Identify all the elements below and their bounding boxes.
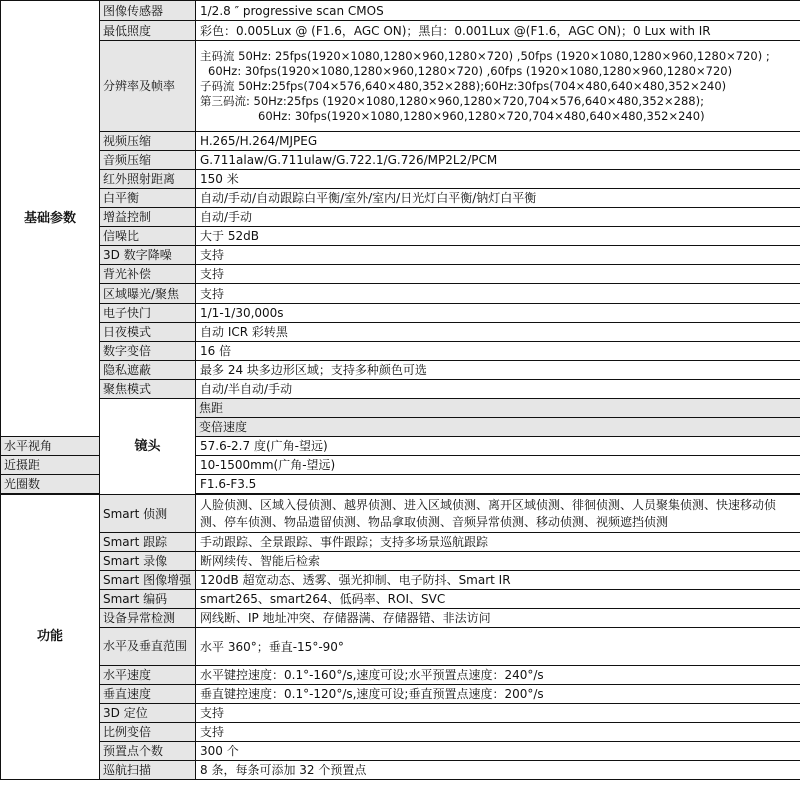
row-value-pan-speed: 水平键控速度：0.1°-160°/s,速度可设;水平预置点速度：240°/s	[196, 666, 800, 685]
resolution-line-third-60hz: 60Hz: 30fps(1920×1080,1280×960,1280×720,704×480,640×480,352×240)	[258, 108, 705, 123]
row-value-smart-track: 手动跟踪、全景跟踪、事件跟踪；支持多场景巡航跟踪	[196, 533, 800, 552]
row-value-pan-tilt-range: 水平 360°；垂直-15°-90°	[196, 628, 800, 666]
table-row	[1, 21, 800, 41]
row-value-tilt-speed: 垂直键控速度：0.1°-120°/s,速度可设;垂直预置点速度：200°/s	[196, 685, 800, 704]
row-value-prop-zoom: 支持	[196, 723, 800, 742]
row-label-sensor: 图像传感器	[100, 1, 196, 21]
table-row	[1, 227, 800, 246]
table-row	[1, 742, 800, 761]
row-value-gain: 自动/手动	[196, 208, 800, 227]
table-row	[1, 284, 800, 304]
row-value-focus-mode: 自动/半自动/手动	[196, 380, 800, 399]
resolution-line-main-50hz: 主码流 50Hz: 25fps(1920×1080,1280×960,1280×720) ,50fps (1920×1080,1280×960,1280×720) ;	[200, 48, 770, 63]
row-value-smart-enh: 120dB 超宽动态、透雾、强光抑制、电子防抖、Smart IR	[196, 571, 800, 590]
table-row	[1, 189, 800, 208]
row-label-smart-detect: Smart 侦测	[100, 495, 196, 533]
row-label-prop-zoom: 比例变倍	[100, 723, 196, 742]
row-value-pos3d: 支持	[196, 704, 800, 723]
row-label-pan-speed: 水平速度	[100, 666, 196, 685]
table-row	[1, 552, 800, 571]
section-function: 功能	[1, 495, 100, 780]
table-row	[1, 533, 800, 552]
row-label-wb: 白平衡	[100, 189, 196, 208]
row-value-smart-detect: 人脸侦测、区域入侵侦测、越界侦测、进入区域侦测、离开区域侦测、徘徊侦测、人员聚集侦测、快速移动侦测、停车侦测、物品遗留侦测、物品拿取侦测、音频异常侦测、移动侦测、视频遮挡侦测	[196, 495, 800, 533]
section-lens: 镜头	[100, 399, 196, 495]
row-label-patrol: 巡航扫描	[100, 761, 196, 780]
row-value-min-illum: 彩色：0.005Lux @ (F1.6，AGC ON)；黑白：0.001Lux @(F1.6，AGC ON)；0 Lux with IR	[196, 21, 800, 41]
row-label-video-comp: 视频压缩	[100, 132, 196, 151]
table-row	[1, 170, 800, 189]
row-label-gain: 增益控制	[100, 208, 196, 227]
row-label-zoom-speed: 变倍速度	[196, 418, 800, 437]
row-value-wb: 自动/手动/自动跟踪白平衡/室外/室内/日光灯白平衡/钠灯白平衡	[196, 189, 800, 208]
row-label-dzoom: 数字变倍	[100, 342, 196, 361]
row-label-daynight: 日夜模式	[100, 323, 196, 342]
row-value-smart-enc: smart265、smart264、低码率、ROI、SVC	[196, 590, 800, 609]
table-row	[1, 41, 800, 132]
table-row	[1, 1, 800, 21]
row-label-ir-dist: 红外照射距离	[100, 170, 196, 189]
row-value-roi-exp: 支持	[196, 284, 800, 304]
row-value-presets: 300 个	[196, 742, 800, 761]
row-label-tilt-speed: 垂直速度	[100, 685, 196, 704]
row-label-focus-mode: 聚焦模式	[100, 380, 196, 399]
table-row	[1, 399, 800, 418]
row-value-resolution	[196, 41, 800, 132]
row-label-aperture: 光圈数	[1, 475, 100, 494]
row-value-shutter: 1/1-1/30,000s	[196, 304, 800, 323]
table-row	[1, 704, 800, 723]
row-value-blc: 支持	[196, 265, 800, 284]
row-value-dzoom: 16 倍	[196, 342, 800, 361]
row-label-presets: 预置点个数	[100, 742, 196, 761]
row-label-snr: 信噪比	[100, 227, 196, 246]
table-row	[1, 304, 800, 323]
table-row	[1, 132, 800, 151]
table-row	[1, 265, 800, 284]
row-value-snr: 大于 52dB	[196, 227, 800, 246]
table-row	[1, 323, 800, 342]
row-value-abnormal: 网线断、IP 地址冲突、存储器满、存储器错、非法访问	[196, 609, 800, 628]
row-value-privacy: 最多 24 块多边形区域；支持多种颜色可选	[196, 361, 800, 380]
table-row	[1, 246, 800, 265]
row-value-smart-rec: 断网续传、智能后检索	[196, 552, 800, 571]
row-value-patrol: 8 条，每条可添加 32 个预置点	[196, 761, 800, 780]
row-value-hfov: 57.6-2.7 度(广角-望远)	[196, 437, 800, 456]
table-row	[1, 342, 800, 361]
row-value-dnr: 支持	[196, 246, 800, 265]
row-value-audio-comp: G.711alaw/G.711ulaw/G.722.1/G.726/MP2L2/PCM	[196, 151, 800, 170]
table-row	[1, 208, 800, 227]
table-row	[1, 666, 800, 685]
row-value-ir-dist: 150 米	[196, 170, 800, 189]
table-row	[1, 723, 800, 742]
resolution-line-third-50hz: 第三码流: 50Hz:25fps (1920×1080,1280×960,1280×720,704×576,640×480,352×288);	[200, 93, 704, 108]
row-label-smart-enc: Smart 编码	[100, 590, 196, 609]
row-label-roi-exp: 区域曝光/聚焦	[100, 284, 196, 304]
table-row	[1, 590, 800, 609]
row-label-privacy: 隐私遮蔽	[100, 361, 196, 380]
table-row	[1, 361, 800, 380]
row-label-blc: 背光补偿	[100, 265, 196, 284]
row-label-hfov: 水平视角	[1, 437, 100, 456]
table-row	[1, 495, 800, 533]
row-label-focal: 焦距	[196, 399, 800, 418]
table-row	[1, 571, 800, 590]
row-label-smart-rec: Smart 录像	[100, 552, 196, 571]
row-label-smart-enh: Smart 图像增强	[100, 571, 196, 590]
row-label-min-focus: 近摄距	[1, 456, 100, 475]
row-label-pos3d: 3D 定位	[100, 704, 196, 723]
row-value-video-comp: H.265/H.264/MJPEG	[196, 132, 800, 151]
row-label-smart-track: Smart 跟踪	[100, 533, 196, 552]
row-label-resolution: 分辨率及帧率	[100, 41, 196, 132]
table-row	[1, 380, 800, 399]
row-label-audio-comp: 音频压缩	[100, 151, 196, 170]
row-value-aperture: F1.6-F3.5	[196, 475, 800, 494]
table-row	[1, 151, 800, 170]
table-row	[1, 685, 800, 704]
section-basic: 基础参数	[1, 1, 100, 437]
resolution-line-sub: 子码流 50Hz:25fps(704×576,640×480,352×288);60Hz:30fps(704×480,640×480,352×240)	[200, 78, 727, 93]
row-value-min-focus: 10-1500mm(广角-望远)	[196, 456, 800, 475]
table-row	[1, 628, 800, 666]
row-label-dnr: 3D 数字降噪	[100, 246, 196, 265]
table-row	[1, 609, 800, 628]
row-value-sensor: 1/2.8 ″ progressive scan CMOS	[196, 1, 800, 21]
row-label-min-illum: 最低照度	[100, 21, 196, 41]
row-label-shutter: 电子快门	[100, 304, 196, 323]
row-value-daynight: 自动 ICR 彩转黑	[196, 323, 800, 342]
row-label-abnormal: 设备异常检测	[100, 609, 196, 628]
resolution-line-main-60hz: 60Hz: 30fps(1920×1080,1280×960,1280×720) ,60fps (1920×1080,1280×960,1280×720)	[208, 63, 733, 78]
row-label-pan-tilt-range: 水平及垂直范围	[100, 628, 196, 666]
table-row	[1, 761, 800, 780]
